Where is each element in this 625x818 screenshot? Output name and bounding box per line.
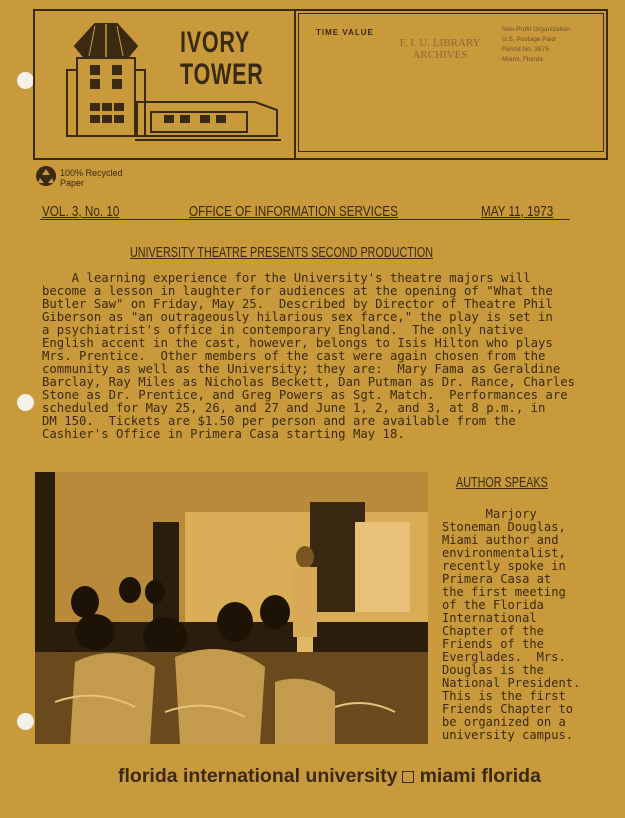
issue-volume: VOL. 3, No. 10 (42, 203, 120, 220)
sidebar-body: Marjory Stoneman Douglas, Miami author and environmentalist, recently spoke in Primera Casa at the first meeting of the Florida International Chapter of the Friends of the Everglades. Mrs. Douglas is the National President. This is the first Friends Chapter to be organized on a university campus. (442, 507, 581, 742)
stamp-line1: F. I. U. LIBRARY (399, 37, 481, 49)
masthead-title-line2: TOWER (180, 58, 264, 91)
postage-line: Miami, Florida (502, 56, 543, 63)
binder-hole-bottom (17, 713, 34, 730)
sidebar-headline: AUTHOR SPEAKS (456, 474, 548, 491)
footer-banner (118, 765, 541, 788)
postage-indicia (502, 25, 570, 65)
footer-location: miami florida (419, 765, 541, 787)
issue-date: MAY 11, 1973 (481, 203, 554, 220)
article-body: A learning experience for the University's theatre majors will become a lesson in laughter for audiences at the opening of "What the Butler Saw" on Friday, May 25. Described by Director of Theatre Phil Giberson as "an outrageously hilarious sex farce," the play is set in a psychiatrist's office in contemporary England. The only native English accent in the cast, however, belongs to Isis Hilton who plays Mrs. Prentice. Other members of the cast were again chosen from the community as well as the University; they are: Mary Fama as Geraldine Barclay, Ray Miles as Nicholas Beckett, Dan Putman as Dr. Rance, Charles Stone as Dr. Prentice, and Greg Powers as Sgt. Match. Performances are scheduled for May 25, 26, and 27 and June 1, 2, and 3, at 8 p.m., in DM 150. Tickets are $1.50 per person and are available from the Cashier's Office in Primera Casa starting May 18. (42, 271, 576, 441)
footer-square-icon (402, 771, 414, 783)
masthead-title-line1: IVORY (180, 26, 251, 59)
binder-hole-middle (17, 394, 34, 411)
stamp-line2: ARCHIVES (412, 49, 468, 61)
lecture-photo (35, 472, 428, 744)
recycled-line2: Paper (60, 178, 85, 188)
time-value-label: TIME VALUE (316, 28, 374, 37)
recycled-line1: 100% Recycled (60, 168, 123, 178)
postage-line: Non-Profit Organization (502, 26, 570, 33)
recycled-paper-note (60, 168, 123, 188)
issue-rule (40, 219, 570, 220)
audience-photo-illustration (35, 472, 428, 744)
masthead-divider (294, 9, 296, 160)
article-headline: UNIVERSITY THEATRE PRESENTS SECOND PRODUCTION (130, 244, 434, 261)
postage-line: U.S. Postage Paid (502, 36, 556, 43)
recycle-icon (35, 165, 57, 187)
postage-line: Permit No. 3675 (502, 46, 549, 53)
issue-office: OFFICE OF INFORMATION SERVICES (189, 203, 398, 220)
binder-hole-top (17, 72, 34, 89)
footer-university: florida international university (118, 765, 398, 787)
library-archives-stamp (384, 37, 496, 61)
